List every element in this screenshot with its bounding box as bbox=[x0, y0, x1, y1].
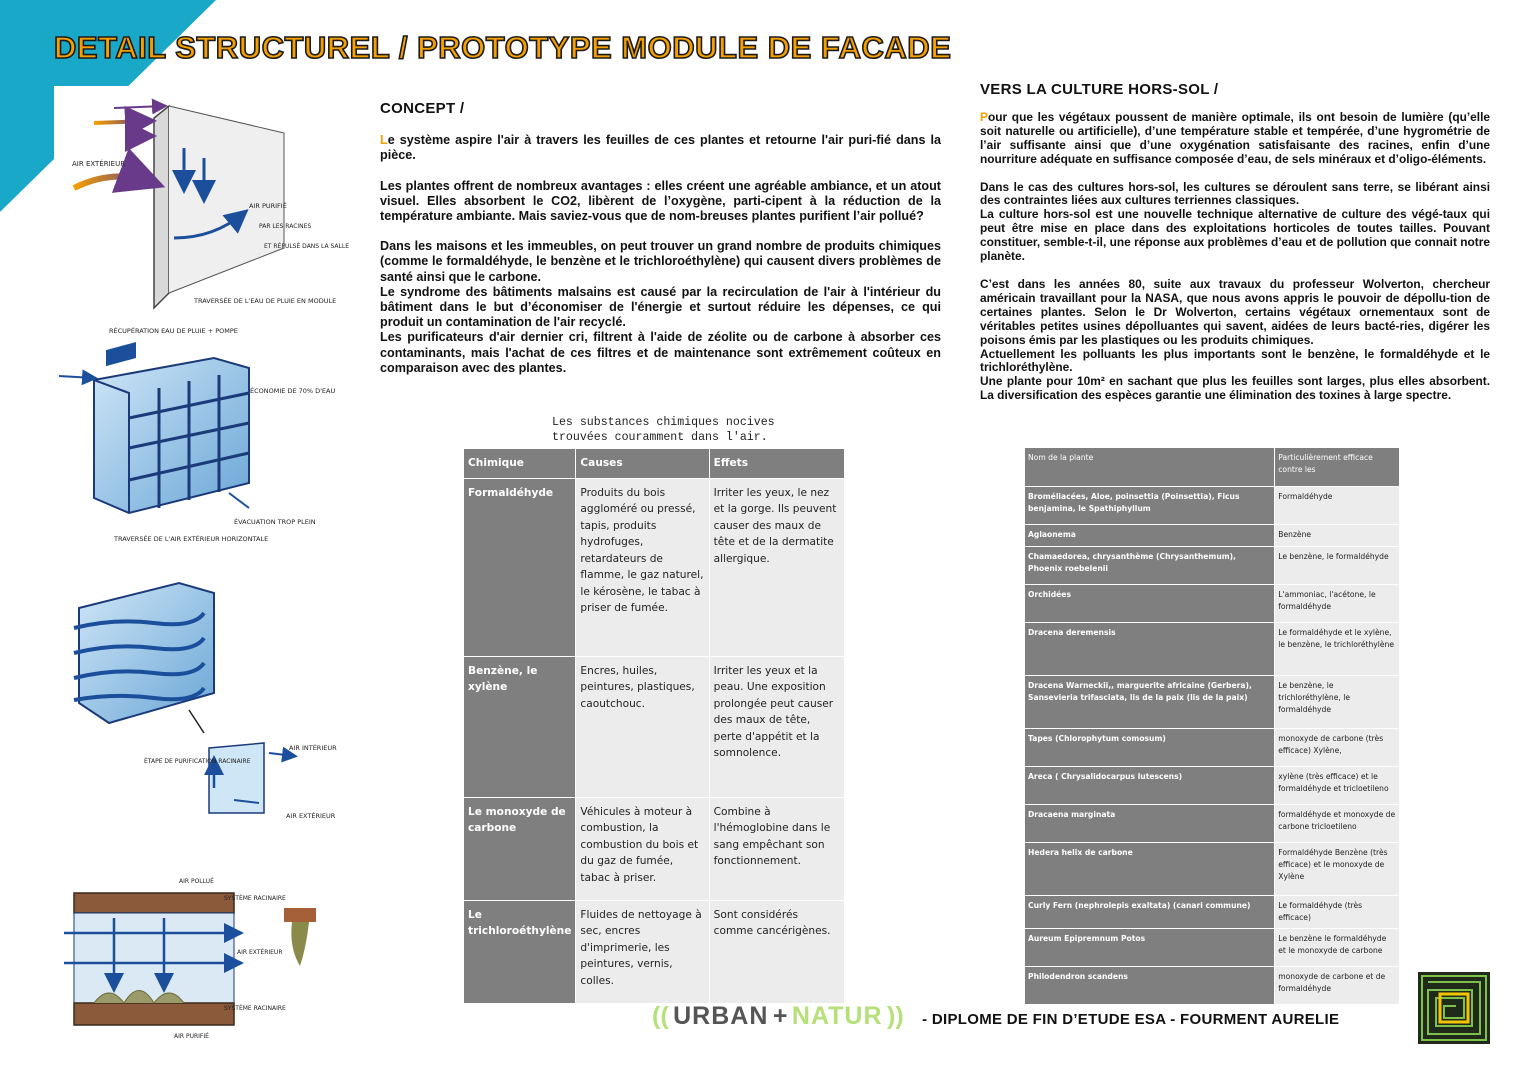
table-row bbox=[1025, 585, 1400, 623]
cell-eff: L'ammoniac, l'acétone, le formaldéhyde bbox=[1275, 585, 1400, 623]
cell-chem: Benzène, le xylène bbox=[464, 656, 576, 797]
caption-line1: Les substances chimiques nocives bbox=[552, 416, 775, 429]
cell-plant: Broméliacées, Aloe, poinsettia (Poinsettia), Ficus benjamina, le Spathiphyllum bbox=[1025, 487, 1275, 525]
culture-section bbox=[980, 83, 1490, 403]
table-row bbox=[1025, 843, 1400, 896]
header-causes: Causes bbox=[576, 449, 709, 479]
table-row bbox=[1025, 547, 1400, 585]
culture-p3a: C’est dans les années 80, suite aux travaux du professeur Wolverton, chercheur américain travaillant pour la NASA, que nous avons appris le pouvoir de dépollu-tion de certaines plantes. Selon le Dr Wolverton, certains végétaux ornementaux sont de véritables petites usines dépolluantes qui savent, aidées de leurs bacté-ries, digérer les poisons émis par les plastiques ou les produits chimiques. bbox=[980, 276, 1490, 347]
cell-plant: Philodendron scandens bbox=[1025, 967, 1275, 1005]
table-row bbox=[1025, 676, 1400, 729]
sketch-root-system bbox=[64, 877, 316, 1040]
header-efficace: Particulièrement efficace contre les bbox=[1275, 448, 1400, 487]
cell-plant: Tapes (Chlorophytum comosum) bbox=[1025, 729, 1275, 767]
culture-p3b: Actuellement les polluants les plus importants sont le benzène, le formaldéhyde et le trichloréthylène. bbox=[980, 346, 1490, 375]
culture-dropcap: P bbox=[980, 109, 988, 124]
cell-causes: Encres, huiles, peintures, plastiques, caoutchouc. bbox=[576, 656, 709, 797]
cell-eff: Benzène bbox=[1275, 525, 1400, 547]
sketches-panel bbox=[54, 88, 354, 1058]
sketch-air-module bbox=[74, 583, 337, 820]
cell-plant: Dracena Warneckii,, marguerite africaine (Gerbera), Sansevieria trifasciata, lis de la paix (lis de la paix) bbox=[1025, 676, 1275, 729]
table-row bbox=[1025, 929, 1400, 967]
label-air-interieur: AIR INTÉRIEUR bbox=[289, 744, 337, 752]
cell-eff: Formaldéhyde bbox=[1275, 487, 1400, 525]
cell-effets: Irriter les yeux, le nez et la gorge. Ils peuvent causer des maux de tête et de la dermatite allergique. bbox=[709, 478, 844, 656]
footer-close: )) bbox=[887, 1002, 904, 1030]
cell-effets: Sont considérés comme cancérigènes. bbox=[709, 900, 844, 1003]
concept-p3c: Les purificateurs d'air dernier cri, filtrent à l'aide de zéolite ou de carbone à absorber ces contaminants, mais l'achat de ces filtres et de maintenance sont extrêmement coûteux en comparaison avec des plantes. bbox=[380, 330, 941, 375]
culture-p2b: La culture hors-sol est une nouvelle technique alternative de culture des végé-taux qui peut être mise en place dans des exploitations horticoles de toutes tailles. Pouvant constituer, semble-t-il, une réponse aux problèmes d’eau et de pollution que connait notre planète. bbox=[980, 207, 1490, 264]
table-row bbox=[1025, 623, 1400, 676]
table-row bbox=[1025, 896, 1400, 929]
cell-plant: Dracena deremensis bbox=[1025, 623, 1275, 676]
label-traversee-air: TRAVERSÉE DE L'AIR EXTÉRIEUR HORIZONTALE bbox=[114, 535, 269, 543]
culture-p1: our que les végétaux poussent de manière optimale, ils ont besoin de lumière (qu’elle soit naturelle ou artificielle), d’une température stable et tempérée, d’une hygrométrie de l’air suffisante ainsi que d’une oxygénation satisfaisante des racines, enfin d’une nourriture adéquate en suffisance composée d’eau, de sels minéraux et d’oligo-éléments. bbox=[980, 109, 1490, 166]
concept-section bbox=[380, 101, 941, 376]
table-row bbox=[1025, 487, 1400, 525]
label-recuperation: RÉCUPÉRATION EAU DE PLUIE + POMPE bbox=[109, 327, 238, 335]
cell-eff: Le benzène, le trichloréthylène, le formaldéhyde bbox=[1275, 676, 1400, 729]
concept-dropcap: L bbox=[380, 133, 388, 148]
table-row bbox=[464, 656, 845, 797]
culture-heading: VERS LA CULTURE HORS-SOL / bbox=[980, 81, 1219, 98]
header-effets: Effets bbox=[709, 449, 844, 479]
cell-plant: Chamaedorea, chrysanthème (Chrysanthemum), Phoenix roebelenii bbox=[1025, 547, 1275, 585]
table-row bbox=[1025, 525, 1400, 547]
header-plante: Nom de la plante bbox=[1025, 448, 1275, 487]
table-header-row bbox=[464, 449, 845, 479]
cell-eff: xylène (très efficace) et le formaldéhyde et tricloetileno bbox=[1275, 767, 1400, 805]
cell-eff: monoxyde de carbone (très efficace) Xylène, bbox=[1275, 729, 1400, 767]
footer-plus: + bbox=[772, 1002, 788, 1030]
cell-effets: Irriter les yeux et la peau. Une exposition prolongée peut causer des maux de tête, perte d'appétit et la somnolence. bbox=[709, 656, 844, 797]
footer bbox=[652, 1002, 1339, 1031]
cell-causes: Produits du bois aggloméré ou pressé, tapis, produits hydrofuges, retardateurs de flamme, le gaz naturel, le kérosène, le tabac à priser de fumée. bbox=[576, 478, 709, 656]
label-air-exterieur2: AIR EXTÉRIEUR bbox=[286, 812, 336, 820]
cell-causes: Véhicules à moteur à combustion, la combustion du bois et du gaz de fumée, tabac à priser. bbox=[576, 797, 709, 900]
label-economie: ÉCONOMIE DE 70% D'EAU bbox=[250, 387, 336, 395]
cell-eff: Formaldéhyde Benzène (très efficace) et le monoxyde de Xylène bbox=[1275, 843, 1400, 896]
label-traversee-eau: TRAVERSÉE DE L'EAU DE PLUIE EN MODULE bbox=[194, 297, 337, 305]
label-par-racines: PAR LES RACINES bbox=[259, 223, 312, 230]
table-row bbox=[1025, 767, 1400, 805]
table-header-row bbox=[1025, 448, 1400, 487]
sketch-air-flow bbox=[72, 106, 349, 308]
cell-plant: Areca ( Chrysalidocarpus lutescens) bbox=[1025, 767, 1275, 805]
label-systeme1: SYSTÈME RACINAIRE bbox=[224, 895, 286, 902]
cell-eff: monoxyde de carbone et de formaldéhyde bbox=[1275, 967, 1400, 1005]
table-row bbox=[1025, 805, 1400, 843]
culture-p2a: Dans le cas des cultures hors-sol, les cultures se déroulent sans terre, se libérant ainsi des contraintes liées aux cultures terriennes classiques. bbox=[980, 179, 1490, 208]
label-air-pollue: AIR POLLUÉ bbox=[179, 878, 214, 885]
table1-caption bbox=[552, 415, 775, 445]
cell-eff: Le benzène, le formaldéhyde bbox=[1275, 547, 1400, 585]
cell-plant: Curly Fern (nephrolepis exaltata) (canari commune) bbox=[1025, 896, 1275, 929]
footer-urban: URBAN bbox=[673, 1002, 769, 1030]
label-et-repulse: ET RÉPULSÉ DANS LA SALLE bbox=[264, 243, 349, 250]
table-row bbox=[1025, 967, 1400, 1005]
label-evacuation: ÉVACUATION TROP PLEIN bbox=[234, 518, 316, 526]
plants-table bbox=[1024, 447, 1400, 1005]
cell-chem: Formaldéhyde bbox=[464, 478, 576, 656]
label-air-purifie: AIR PURIFIÉ bbox=[249, 202, 287, 210]
cell-chem: Le monoxyde de carbone bbox=[464, 797, 576, 900]
maze-logo-icon bbox=[1418, 972, 1490, 1044]
caption-line2: trouvées couramment dans l'air. bbox=[552, 431, 768, 444]
cell-plant: Orchidées bbox=[1025, 585, 1275, 623]
cell-chem: Le trichloroéthylène bbox=[464, 900, 576, 1003]
cell-plant: Hedera helix de carbone bbox=[1025, 843, 1275, 896]
cell-effets: Combine à l'hémoglobine dans le sang empêchant son fonctionnement. bbox=[709, 797, 844, 900]
table-row bbox=[464, 478, 845, 656]
concept-p2: Les plantes offrent de nombreux avantages : elles créent une agréable ambiance, et un atout visuel. Elles absorbent le CO2, libèrent de l’oxygène, parti-cipent à la réduction de la température ambiante. Mais saviez-vous que de nom-breuses plantes purifient l’air pollué? bbox=[380, 178, 941, 224]
footer-credits: - DIPLOME DE FIN D’ETUDE ESA - FOURMENT AURELIE bbox=[922, 1011, 1340, 1028]
concept-p3a: Dans les maisons et les immeubles, on peut trouver un grand nombre de produits chimiques (comme le formaldéhyde, le benzène et le trichloroéthylène) qui causent divers problèmes de santé ainsi que le carbone. bbox=[380, 239, 941, 284]
sketch-water-module bbox=[59, 296, 336, 543]
page-title: DETAIL STRUCTUREL / PROTOTYPE MODULE DE FACADE bbox=[54, 30, 952, 65]
table-row bbox=[464, 797, 845, 900]
table-row bbox=[464, 900, 845, 1003]
header-chimique: Chimique bbox=[464, 449, 576, 479]
footer-open: (( bbox=[652, 1002, 669, 1030]
label-etape: ÉTAPE DE PURIFICATION RACINAIRE bbox=[144, 758, 251, 765]
cell-eff: Le formaldéhyde et le xylène, le benzène, le trichloréthylène bbox=[1275, 623, 1400, 676]
culture-p3c: Une plante pour 10m² en sachant que plus les feuilles sont larges, plus elles absorbent. La diversification des espèces garantie une élimination des toxines à large spectre. bbox=[980, 374, 1490, 403]
label-air-purifie2: AIR PURIFIÉ bbox=[174, 1033, 209, 1040]
chemicals-table bbox=[463, 448, 845, 1004]
label-systeme2: SYSTÈME RACINAIRE bbox=[224, 1005, 286, 1012]
label-air-ext3: AIR EXTÉRIEUR bbox=[237, 949, 283, 956]
cell-plant: Aureum Epipremnum Potos bbox=[1025, 929, 1275, 967]
concept-p1: e système aspire l'air à travers les feuilles de ces plantes et retourne l'air puri-fié dans la pièce. bbox=[380, 133, 941, 163]
cell-causes: Fluides de nettoyage à sec, encres d'imprimerie, les peintures, vernis, colles. bbox=[576, 900, 709, 1003]
cell-eff: Le benzène le formaldéhyde et le monoxyde de carbone bbox=[1275, 929, 1400, 967]
label-air-ext: AIR EXTÉRIEUR bbox=[72, 160, 126, 168]
cell-plant: Aglaonema bbox=[1025, 525, 1275, 547]
cell-plant: Dracaena marginata bbox=[1025, 805, 1275, 843]
cell-eff: Le formaldéhyde (très efficace) bbox=[1275, 896, 1400, 929]
concept-p3b: Le syndrome des bâtiments malsains est causé par la recirculation de l'air à l'intérieur du bâtiment dans le but d’économiser de l'énergie et surtout réduire les dépenses, ce qui produit un contamination de l'air recyclé. bbox=[380, 284, 941, 330]
cell-eff: formaldéhyde et monoxyde de carbone tricloetileno bbox=[1275, 805, 1400, 843]
footer-natur: NATUR bbox=[791, 1002, 883, 1030]
table-row bbox=[1025, 729, 1400, 767]
concept-heading: CONCEPT / bbox=[380, 100, 465, 117]
